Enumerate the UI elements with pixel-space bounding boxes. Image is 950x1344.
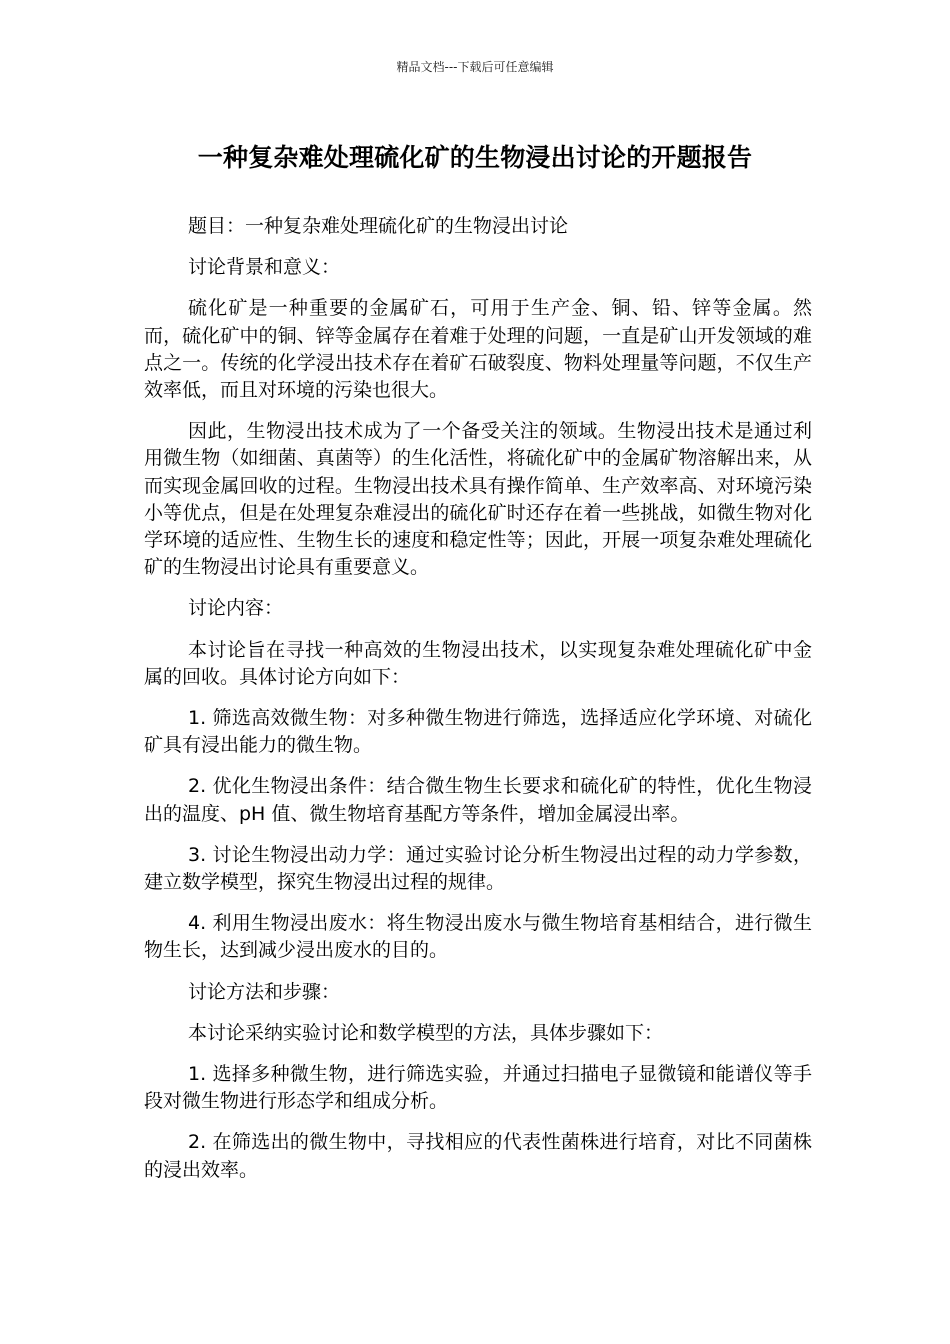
list-item: 2. 优化生物浸出条件：结合微生物生长要求和硫化矿的特性，优化生物浸出的温度、pH 值、微生物培育基配方等条件，增加金属浸出率。 — [144, 775, 812, 825]
paragraph: 本讨论旨在寻找一种高效的生物浸出技术，以实现复杂难处理硫化矿中金属的回收。具体讨论方向如下： — [144, 638, 812, 688]
section-heading-content: 讨论内容： — [188, 597, 284, 620]
list-item: 3. 讨论生物浸出动力学：通过实验讨论分析生物浸出过程的动力学参数，建立数学模型，探究生物浸出过程的规律。 — [144, 843, 812, 894]
paragraph: 硫化矿是一种重要的金属矿石，可用于生产金、铜、铅、锌等金属。然而，硫化矿中的铜、锌等金属存在着难于处理的问题，一直是矿山开发领域的难点之一。传统的化学浸出技术存在着矿石破裂度、物料处理量等问题，不仅生产效率低，而且对环境的污染也很大。 — [144, 297, 812, 402]
document-body — [144, 213, 812, 1198]
list-item: 1. 选择多种微生物，进行筛选实验，并通过扫描电子显微镜和能谱仪等手段对微生物进行形态学和组成分析。 — [144, 1063, 812, 1113]
document-title: 一种复杂难处理硫化矿的生物浸出讨论的开题报告 — [197, 143, 753, 172]
paragraph: 因此，生物浸出技术成为了一个备受关注的领域。生物浸出技术是通过利用微生物（如细菌、真菌等）的生化活性，将硫化矿中的金属矿物溶解出来，从而实现金属回收的过程。生物浸出技术具有操作简单、生产效率高、对环境污染小等优点，但是在处理复杂难浸出的硫化矿时还存在着一些挑战，如微生物对化学环境的适应性、生物生长的速度和稳定性等；因此，开展一项复杂难处理硫化矿的生物浸出讨论具有重要意义。 — [144, 420, 812, 579]
list-item: 1. 筛选高效微生物：对多种微生物进行筛选，选择适应化学环境、对硫化矿具有浸出能力的微生物。 — [144, 707, 812, 757]
list-item: 4. 利用生物浸出废水：将生物浸出废水与微生物培育基相结合，进行微生物生长，达到减少浸出废水的目的。 — [144, 912, 812, 962]
section-heading-background: 讨论背景和意义： — [188, 256, 341, 279]
section-heading-methods: 讨论方法和步骤： — [188, 980, 341, 1003]
page-header: 精品文档---下载后可任意编辑 — [396, 60, 554, 74]
list-item: 2. 在筛选出的微生物中，寻找相应的代表性菌株进行培育，对比不同菌株的浸出效率。 — [144, 1131, 812, 1181]
paragraph-topic: 题目：一种复杂难处理硫化矿的生物浸出讨论 — [188, 215, 569, 237]
paragraph: 本讨论采纳实验讨论和数学模型的方法，具体步骤如下： — [188, 1021, 664, 1044]
